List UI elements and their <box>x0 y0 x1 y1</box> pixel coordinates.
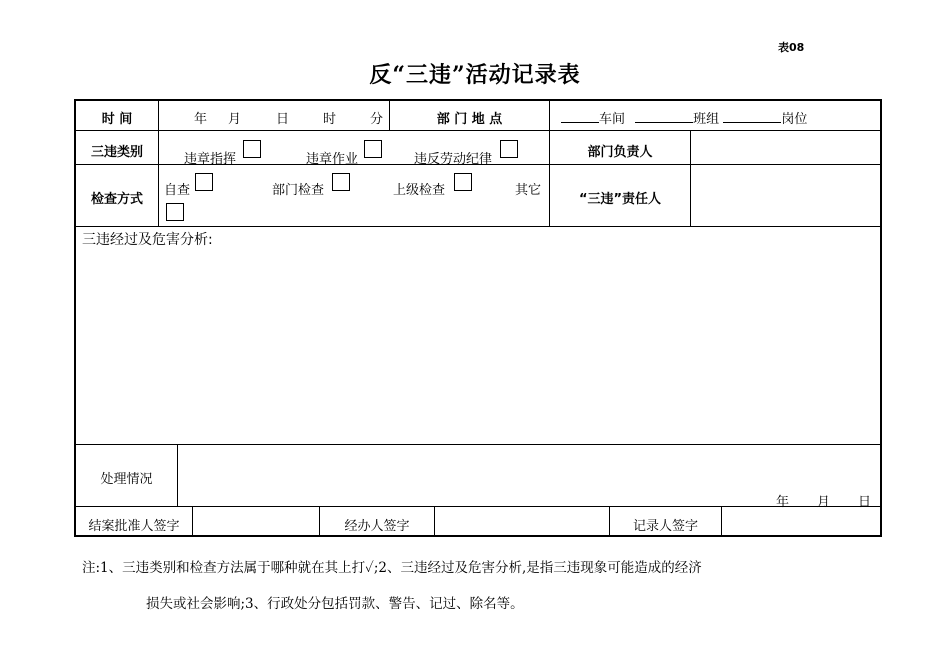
recorder-label: 记录人签字 <box>632 519 698 534</box>
location-fill[interactable] <box>561 108 807 127</box>
method-label: 检查方式 <box>90 192 143 207</box>
method-checkbox-other[interactable] <box>166 203 184 221</box>
time-day: 日 <box>276 112 290 127</box>
time-year: 年 <box>194 112 208 127</box>
note-line-1: 注:1、三违类别和检查方法属于哪种就在其上打✓;2、三违经过及危害分析,是指三违现象可能造成的经济 <box>82 560 702 576</box>
col-divider <box>158 130 159 226</box>
method-checkbox-dept[interactable] <box>332 173 350 191</box>
method-option-other: 其它 <box>515 183 542 198</box>
col-divider <box>158 101 159 130</box>
category-label: 三违类别 <box>90 145 143 160</box>
method-option-superior: 上级检查 <box>393 183 446 198</box>
team-label: 班组 <box>693 112 720 127</box>
method-option-self: 自查 <box>164 183 191 198</box>
post-label: 岗位 <box>781 112 808 127</box>
record-table <box>74 99 882 537</box>
handling-month: 月 <box>817 495 831 510</box>
handling-day: 日 <box>858 495 872 510</box>
category-option-command: 违章指挥 <box>184 152 237 167</box>
category-checkbox-command[interactable] <box>243 140 261 158</box>
workshop-label: 车间 <box>599 112 626 127</box>
handler-label: 经办人签字 <box>344 519 410 534</box>
responsible-label: “三违”责任人 <box>578 192 662 207</box>
responsible-field[interactable] <box>691 165 880 226</box>
dept-head-field[interactable] <box>691 131 880 164</box>
page-title: 反“三违”活动记录表 <box>369 62 581 88</box>
approver-signature-field[interactable] <box>193 507 319 537</box>
recorder-signature-field[interactable] <box>722 507 880 537</box>
time-label: 时 间 <box>101 112 133 127</box>
time-minute: 分 <box>370 112 384 127</box>
time-month: 月 <box>228 112 242 127</box>
analysis-label: 三违经过及危害分析: <box>82 232 213 248</box>
handler-signature-field[interactable] <box>435 507 609 537</box>
dept-head-label: 部门负责人 <box>587 145 653 160</box>
analysis-field[interactable] <box>76 249 880 443</box>
category-checkbox-operation[interactable] <box>364 140 382 158</box>
method-option-dept: 部门检查 <box>272 183 325 198</box>
location-label: 部 门 地 点 <box>436 112 503 127</box>
handling-label: 处理情况 <box>100 472 153 487</box>
approver-label: 结案批准人签字 <box>88 519 180 534</box>
method-checkbox-superior[interactable] <box>454 173 472 191</box>
method-checkbox-self[interactable] <box>195 173 213 191</box>
row-divider <box>76 226 880 227</box>
note-line-2: 损失或社会影响;3、行政处分包括罚款、警告、记过、除名等。 <box>146 596 524 612</box>
handling-year: 年 <box>776 495 790 510</box>
handling-field[interactable] <box>178 445 880 506</box>
category-checkbox-discipline[interactable] <box>500 140 518 158</box>
form-number: 表08 <box>778 41 805 54</box>
time-hour: 时 <box>323 112 337 127</box>
category-option-discipline: 违反劳动纪律 <box>414 152 493 167</box>
col-divider <box>549 101 550 226</box>
category-option-operation: 违章作业 <box>306 152 359 167</box>
